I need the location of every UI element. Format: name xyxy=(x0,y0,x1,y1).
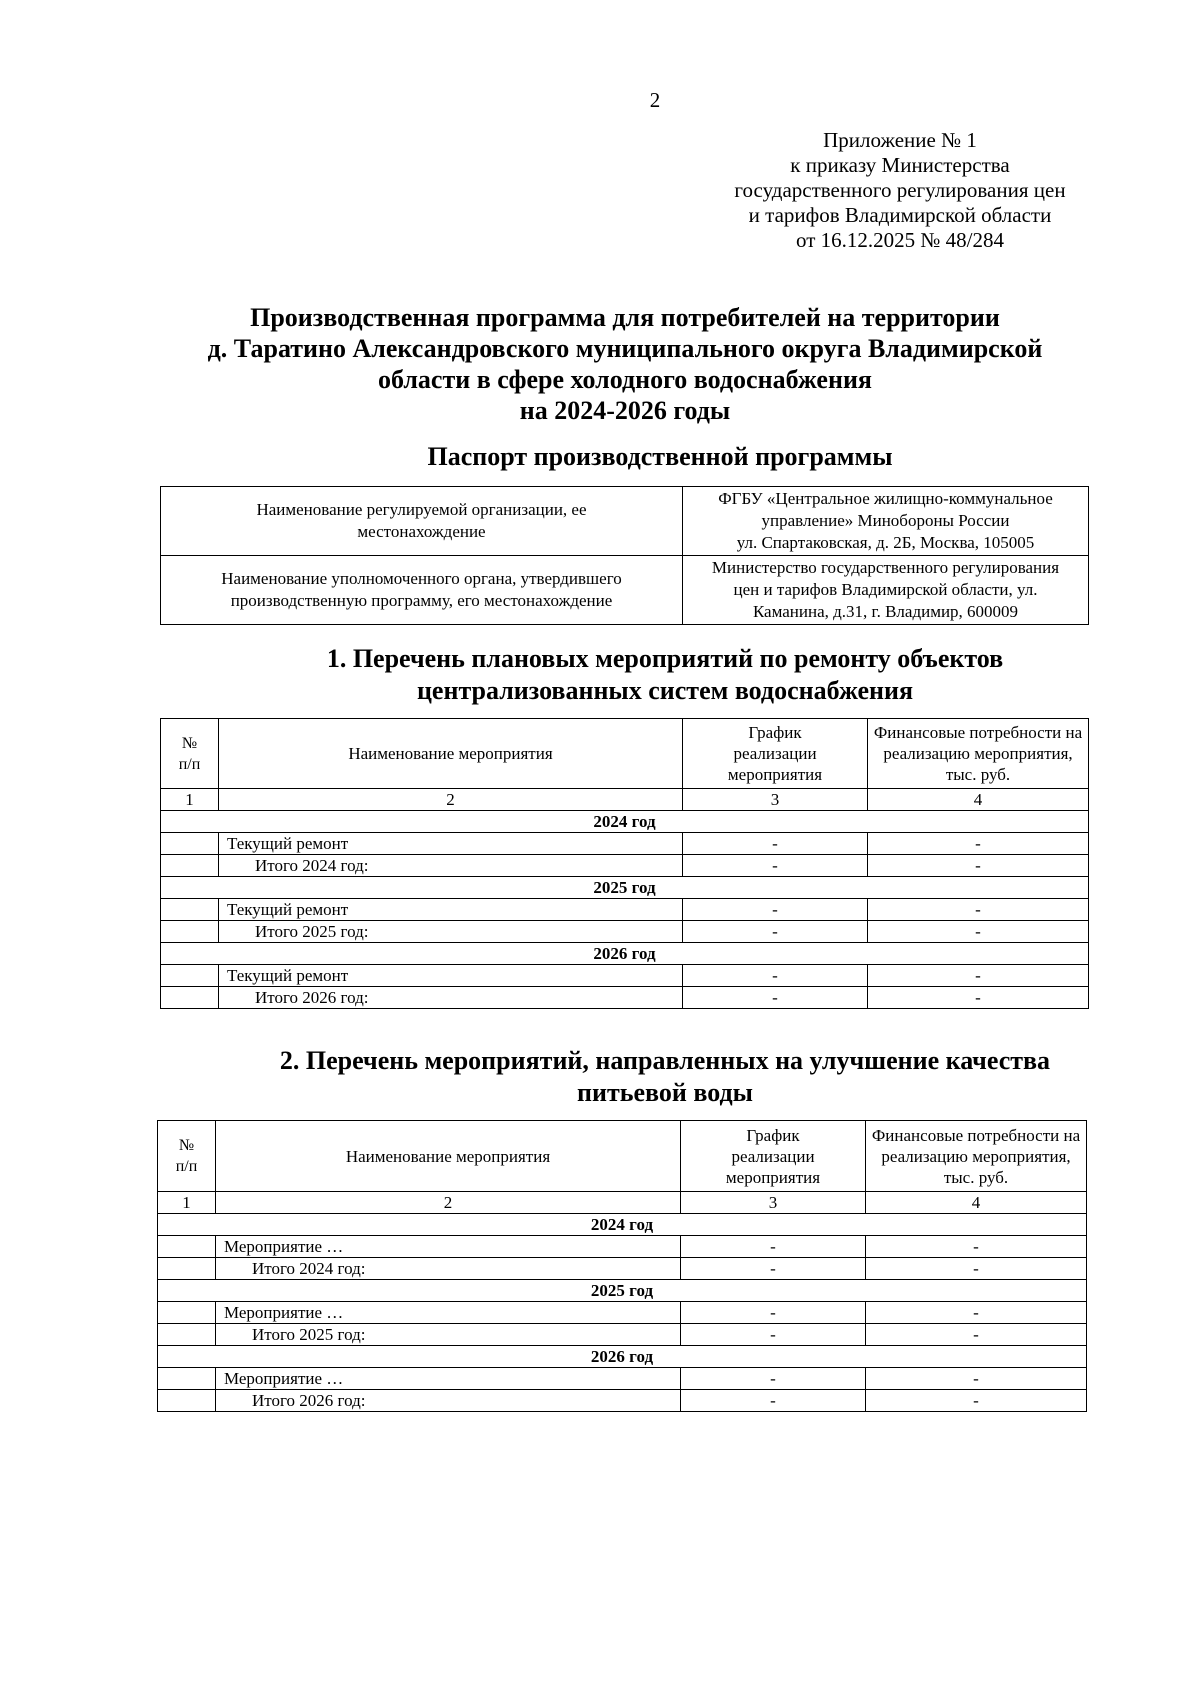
item-schedule: - xyxy=(683,965,868,987)
header-name: Наименование мероприятия xyxy=(219,719,683,789)
cell-line: № xyxy=(181,734,198,752)
item-finance: - xyxy=(866,1302,1087,1324)
row-number xyxy=(161,899,219,921)
header-finance xyxy=(868,719,1089,789)
section1-table xyxy=(160,718,1089,1009)
year-row xyxy=(158,1346,1087,1368)
header-name: Наименование мероприятия xyxy=(216,1121,681,1192)
year-row xyxy=(158,1214,1087,1236)
cell-line: п/п xyxy=(178,755,201,773)
cell-line: реализации xyxy=(733,744,817,763)
section2-title xyxy=(200,1045,1130,1109)
cell-line: Финансовые потребности на xyxy=(873,723,1083,742)
table-row xyxy=(161,965,1089,987)
total-schedule: - xyxy=(683,987,868,1009)
total-finance: - xyxy=(866,1390,1087,1412)
item-schedule: - xyxy=(683,833,868,855)
row-number xyxy=(161,833,219,855)
total-finance: - xyxy=(868,987,1089,1009)
appendix-block xyxy=(680,128,1120,253)
cell-line: реализацию мероприятия, xyxy=(881,1146,1071,1166)
table-row xyxy=(161,833,1089,855)
cell-line: тыс. руб. xyxy=(945,765,1011,784)
header-schedule xyxy=(683,719,868,789)
cell-line: мероприятия xyxy=(725,1167,821,1187)
total-finance: - xyxy=(866,1324,1087,1346)
row-number xyxy=(161,965,219,987)
passport-table xyxy=(160,486,1089,625)
document-title xyxy=(160,302,1090,426)
total-schedule: - xyxy=(681,1390,866,1412)
appendix-line: и тарифов Владимирской области xyxy=(748,203,1052,227)
item-finance: - xyxy=(868,899,1089,921)
total-finance: - xyxy=(868,855,1089,877)
cell-line: цен и тарифов Владимирской области, ул. xyxy=(733,580,1038,599)
header-number xyxy=(161,719,219,789)
year-row xyxy=(161,943,1089,965)
page-number: 2 xyxy=(649,88,661,112)
row-number xyxy=(158,1390,216,1412)
cell-line: График xyxy=(746,1125,800,1145)
year-row xyxy=(158,1280,1087,1302)
year-label: 2025 год xyxy=(161,877,1089,899)
total-row xyxy=(161,987,1089,1009)
year-label: 2024 год xyxy=(161,811,1089,833)
row-number xyxy=(158,1324,216,1346)
col-number: 1 xyxy=(161,789,219,811)
table-row xyxy=(158,1236,1087,1258)
total-finance: - xyxy=(866,1258,1087,1280)
passport-label xyxy=(161,556,683,625)
cell-line: Каманина, д.31, г. Владимир, 600009 xyxy=(752,602,1019,621)
item-name: Текущий ремонт xyxy=(219,899,683,921)
cell-line: Наименование регулируемой организации, ее xyxy=(256,500,587,519)
appendix-line: государственного регулирования цен xyxy=(734,178,1066,202)
passport-row-organization xyxy=(161,487,1089,556)
title-line: питьевой воды xyxy=(577,1078,753,1107)
total-row xyxy=(161,921,1089,943)
cell-line: управление» Минобороны России xyxy=(761,511,1010,530)
total-schedule: - xyxy=(681,1324,866,1346)
header-schedule xyxy=(681,1121,866,1192)
passport-value xyxy=(683,556,1089,625)
appendix-line: к приказу Министерства xyxy=(790,153,1010,177)
row-number xyxy=(158,1368,216,1390)
section2-table xyxy=(157,1120,1087,1412)
cell-line: № xyxy=(178,1137,195,1154)
col-number: 2 xyxy=(216,1192,681,1214)
passport-label xyxy=(161,487,683,556)
item-name: Мероприятие … xyxy=(216,1236,681,1258)
item-schedule: - xyxy=(681,1368,866,1390)
total-row xyxy=(158,1324,1087,1346)
cell-line: ул. Спартаковская, д. 2Б, Москва, 105005 xyxy=(736,533,1035,552)
cell-line: местонахождение xyxy=(357,522,486,541)
col-number: 3 xyxy=(681,1192,866,1214)
row-number xyxy=(161,855,219,877)
table-row xyxy=(161,899,1089,921)
item-finance: - xyxy=(868,965,1089,987)
item-finance: - xyxy=(868,833,1089,855)
item-name: Мероприятие … xyxy=(216,1302,681,1324)
total-row xyxy=(158,1258,1087,1280)
item-finance: - xyxy=(866,1368,1087,1390)
cell-line: Наименование уполномоченного органа, утвердившего xyxy=(221,569,622,588)
table-row xyxy=(158,1368,1087,1390)
row-number xyxy=(158,1236,216,1258)
title-line: 2. Перечень мероприятий, направленных на улучшение качества xyxy=(279,1046,1051,1075)
item-schedule: - xyxy=(681,1302,866,1324)
title-line: 1. Перечень плановых мероприятий по ремонту объектов xyxy=(326,644,1004,673)
item-schedule: - xyxy=(681,1236,866,1258)
appendix-line: от 16.12.2025 № 48/284 xyxy=(795,228,1005,252)
cell-line: реализации xyxy=(731,1146,815,1166)
section1-title xyxy=(200,643,1130,707)
cell-line: мероприятия xyxy=(727,765,823,784)
title-line: д. Таратино Александровского муниципального округа Владимирской xyxy=(207,334,1043,363)
total-label: Итого 2025 год: xyxy=(219,921,683,943)
row-number xyxy=(158,1258,216,1280)
total-schedule: - xyxy=(681,1258,866,1280)
total-label: Итого 2025 год: xyxy=(216,1324,681,1346)
col-number: 4 xyxy=(868,789,1089,811)
year-row xyxy=(161,811,1089,833)
table-header-row xyxy=(158,1121,1087,1192)
cell-line: производственную программу, его местонахождение xyxy=(230,591,613,610)
col-number: 3 xyxy=(683,789,868,811)
item-name: Текущий ремонт xyxy=(219,833,683,855)
title-line: на 2024-2026 годы xyxy=(519,396,731,425)
table-row xyxy=(158,1302,1087,1324)
row-number xyxy=(161,987,219,1009)
passport-title: Паспорт производственной программы xyxy=(427,442,893,471)
cell-line: реализацию мероприятия, xyxy=(883,744,1073,763)
column-numbers-row xyxy=(161,789,1089,811)
cell-line: п/п xyxy=(175,1158,198,1175)
total-label: Итого 2024 год: xyxy=(219,855,683,877)
total-row xyxy=(161,855,1089,877)
col-number: 4 xyxy=(866,1192,1087,1214)
header-finance xyxy=(866,1121,1087,1192)
title-line: централизованных систем водоснабжения xyxy=(416,676,914,705)
passport-row-authority xyxy=(161,556,1089,625)
total-finance: - xyxy=(868,921,1089,943)
cell-line: тыс. руб. xyxy=(943,1167,1009,1187)
cell-line: Министерство государственного регулирования xyxy=(711,558,1060,577)
table-header-row xyxy=(161,719,1089,789)
col-number: 2 xyxy=(219,789,683,811)
item-name: Мероприятие … xyxy=(216,1368,681,1390)
total-schedule: - xyxy=(683,921,868,943)
row-number xyxy=(161,921,219,943)
cell-line: Финансовые потребности на xyxy=(871,1125,1081,1145)
title-line: Производственная программа для потребителей на территории xyxy=(250,303,1000,332)
col-number: 1 xyxy=(158,1192,216,1214)
total-label: Итого 2026 год: xyxy=(219,987,683,1009)
total-label: Итого 2026 год: xyxy=(216,1390,681,1412)
year-label: 2024 год xyxy=(158,1214,1087,1236)
header-number xyxy=(158,1121,216,1192)
year-label: 2025 год xyxy=(158,1280,1087,1302)
cell-line: ФГБУ «Центральное жилищно-коммунальное xyxy=(718,489,1053,508)
year-row xyxy=(161,877,1089,899)
column-numbers-row xyxy=(158,1192,1087,1214)
item-schedule: - xyxy=(683,899,868,921)
passport-value xyxy=(683,487,1089,556)
title-line: области в сфере холодного водоснабжения xyxy=(377,365,872,394)
year-label: 2026 год xyxy=(158,1346,1087,1368)
year-label: 2026 год xyxy=(161,943,1089,965)
item-name: Текущий ремонт xyxy=(219,965,683,987)
total-label: Итого 2024 год: xyxy=(216,1258,681,1280)
total-schedule: - xyxy=(683,855,868,877)
total-row xyxy=(158,1390,1087,1412)
row-number xyxy=(158,1302,216,1324)
cell-line: График xyxy=(748,723,802,742)
appendix-line: Приложение № 1 xyxy=(823,128,977,152)
item-finance: - xyxy=(866,1236,1087,1258)
